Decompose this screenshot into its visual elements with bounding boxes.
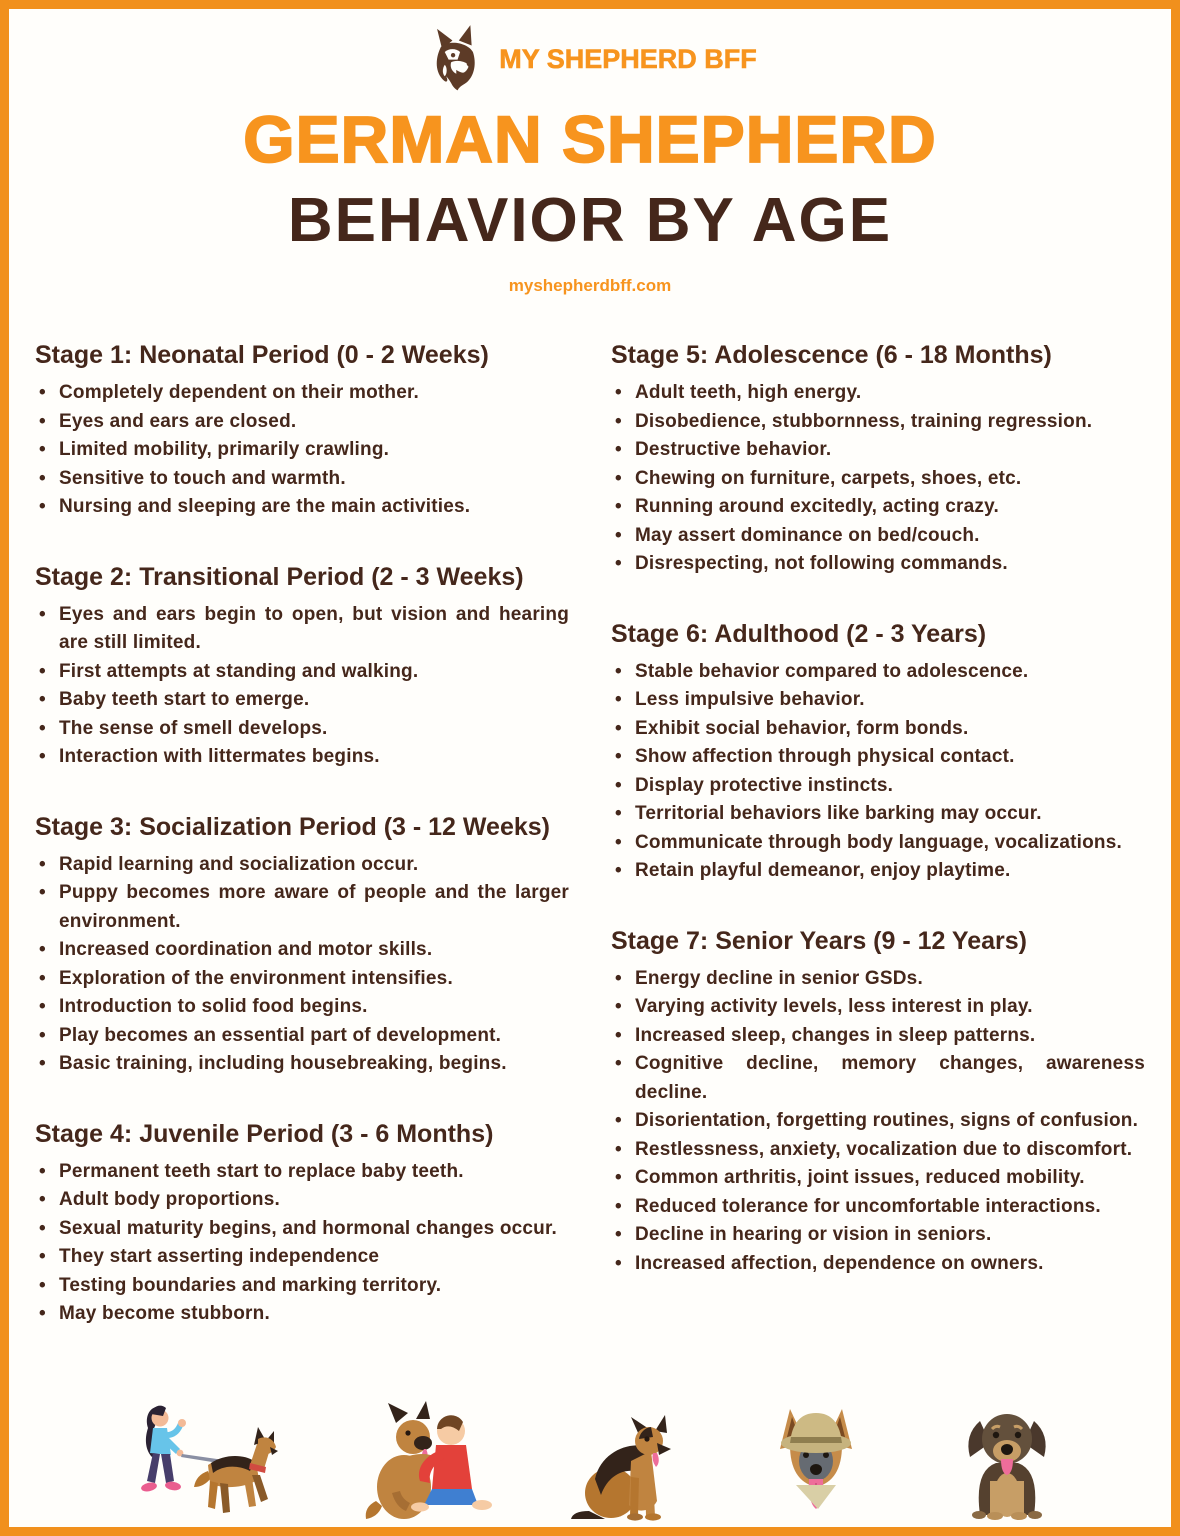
stage-bullet: • Baby teeth start to emerge. — [35, 686, 569, 715]
stage-bullet: • Destructive behavior. — [611, 436, 1145, 465]
stage-bullet: • Common arthritis, joint issues, reduced mobility. — [611, 1164, 1145, 1193]
stage-bullet: • First attempts at standing and walking. — [35, 658, 569, 687]
left-column — [35, 340, 569, 1369]
stage-bullet: • Decline in hearing or vision in seniors. — [611, 1221, 1145, 1250]
stage-bullet: • Restlessness, anxiety, vocalization due to discomfort. — [611, 1136, 1145, 1165]
stage-section — [611, 340, 1145, 579]
stage-bullet: • Adult teeth, high energy. — [611, 379, 1145, 408]
stage-section — [611, 926, 1145, 1279]
stage-bullet: • Chewing on furniture, carpets, shoes, etc. — [611, 465, 1145, 494]
stage-bullet: • Disrespecting, not following commands. — [611, 550, 1145, 579]
stage-title: Stage 6: Adulthood (2 - 3 Years) — [611, 619, 987, 648]
footer-illustrations — [9, 1397, 1171, 1527]
german-shepherd-head-logo-icon — [423, 23, 487, 95]
stage-bullet-list — [611, 965, 1145, 1279]
stage-bullet: • Disorientation, forgetting routines, signs of confusion. — [611, 1107, 1145, 1136]
stage-bullet: • Eyes and ears begin to open, but vision and hearing are still limited. — [35, 601, 569, 658]
stage-bullet: • Introduction to solid food begins. — [35, 993, 569, 1022]
stage-title: Stage 1: Neonatal Period (0 - 2 Weeks) — [35, 341, 489, 370]
stage-bullet: • The sense of smell develops. — [35, 715, 569, 744]
stage-bullet: • Increased affection, dependence on owners. — [611, 1250, 1145, 1279]
poster-title-line1: GERMAN SHEPHERD — [243, 102, 937, 176]
stage-bullet: • They start asserting independence — [35, 1243, 569, 1272]
stage-bullet: • Territorial behaviors like barking may occur. — [611, 800, 1145, 829]
stage-bullet: • Increased coordination and motor skills. — [35, 936, 569, 965]
stage-section — [35, 562, 569, 772]
stage-bullet: • Sensitive to touch and warmth. — [35, 465, 569, 494]
stage-bullet-list — [35, 1158, 569, 1329]
stage-bullet: • Varying activity levels, less interest in play. — [611, 993, 1145, 1022]
sitting-german-shepherd-puppy-icon — [946, 1403, 1068, 1521]
brand-logo — [9, 19, 1171, 99]
stage-bullet-list — [611, 379, 1145, 579]
stage-title: Stage 4: Juvenile Period (3 - 6 Months) — [35, 1119, 494, 1148]
right-column — [611, 340, 1145, 1318]
stage-bullet-list — [35, 601, 569, 772]
stage-bullet: • Basic training, including housebreaking, begins. — [35, 1050, 569, 1079]
brand-name: MY SHEPHERD BFF — [499, 43, 757, 74]
stage-bullet: • May assert dominance on bed/couch. — [611, 522, 1145, 551]
stage-bullet: • Rapid learning and socialization occur. — [35, 851, 569, 880]
stage-bullet: • Completely dependent on their mother. — [35, 379, 569, 408]
sitting-german-shepherd-icon — [569, 1409, 687, 1521]
stage-section — [35, 812, 569, 1079]
stage-title: Stage 2: Transitional Period (2 - 3 Weeks) — [35, 562, 524, 591]
stage-bullet: • Retain playful demeanor, enjoy playtime. — [611, 857, 1145, 886]
stage-bullet: • Stable behavior compared to adolescence. — [611, 658, 1145, 687]
stage-bullet: • Nursing and sleeping are the main activities. — [35, 493, 569, 522]
stage-bullet: • Reduced tolerance for uncomfortable interactions. — [611, 1193, 1145, 1222]
stage-bullet: • Play becomes an essential part of development. — [35, 1022, 569, 1051]
stage-section — [35, 1119, 569, 1329]
stage-section — [35, 340, 569, 522]
stage-bullet: • Running around excitedly, acting crazy. — [611, 493, 1145, 522]
website-url: myshepherdbff.com — [508, 276, 672, 296]
stage-bullet: • Exhibit social behavior, form bonds. — [611, 715, 1145, 744]
stage-bullet-list — [35, 379, 569, 522]
stage-bullet: • Disobedience, stubbornness, training regression. — [611, 408, 1145, 437]
content-columns — [9, 340, 1171, 1369]
german-shepherd-wearing-hat-icon — [760, 1401, 872, 1521]
stage-bullet-list — [35, 851, 569, 1079]
poster-header — [9, 9, 1171, 296]
stage-bullet: • Cognitive decline, memory changes, awareness decline. — [611, 1050, 1145, 1107]
woman-walking-german-shepherd-icon — [112, 1399, 282, 1521]
stage-title: Stage 5: Adolescence (6 - 18 Months) — [611, 341, 1052, 370]
stage-bullet-list — [611, 658, 1145, 886]
stage-section — [611, 619, 1145, 886]
stage-bullet: • Exploration of the environment intensifies. — [35, 965, 569, 994]
stage-title: Stage 3: Socialization Period (3 - 12 Weeks) — [35, 812, 550, 841]
stage-bullet: • Limited mobility, primarily crawling. — [35, 436, 569, 465]
boy-hugging-german-shepherd-icon — [356, 1397, 496, 1521]
stage-bullet: • May become stubborn. — [35, 1300, 569, 1329]
stage-bullet: • Interaction with littermates begins. — [35, 743, 569, 772]
stage-bullet: • Energy decline in senior GSDs. — [611, 965, 1145, 994]
stage-bullet: • Communicate through body language, vocalizations. — [611, 829, 1145, 858]
stage-bullet: • Testing boundaries and marking territory. — [35, 1272, 569, 1301]
stage-bullet: • Puppy becomes more aware of people and the larger environment. — [35, 879, 569, 936]
stage-bullet: • Display protective instincts. — [611, 772, 1145, 801]
stage-bullet: • Permanent teeth start to replace baby teeth. — [35, 1158, 569, 1187]
stage-bullet: • Increased sleep, changes in sleep patterns. — [611, 1022, 1145, 1051]
stage-bullet: • Adult body proportions. — [35, 1186, 569, 1215]
stage-bullet: • Sexual maturity begins, and hormonal changes occur. — [35, 1215, 569, 1244]
stage-title: Stage 7: Senior Years (9 - 12 Years) — [611, 926, 1027, 955]
stage-bullet: • Eyes and ears are closed. — [35, 408, 569, 437]
stage-bullet: • Less impulsive behavior. — [611, 686, 1145, 715]
poster-title-line2: BEHAVIOR BY AGE — [287, 185, 893, 255]
stage-bullet: • Show affection through physical contact. — [611, 743, 1145, 772]
